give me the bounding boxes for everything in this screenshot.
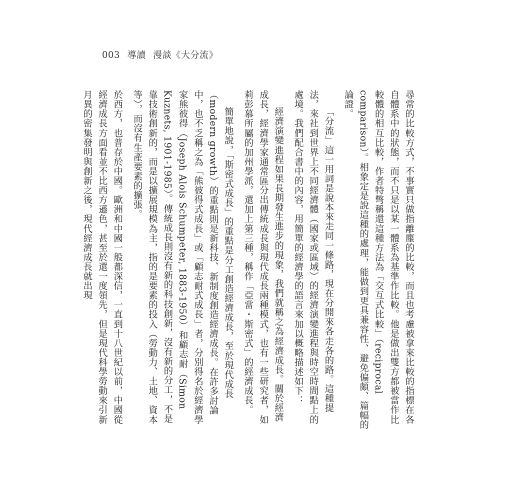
paragraph: 於西方，也普存於中國。歐洲和中國一般都深信，一直到十八世紀以前，中國從經濟成長方面看並不比西方遜色，甚至於還一度領先，但是現代科學勞動來引新月異的密集發明與創新之後，現代經濟成長就出現 bbox=[80, 90, 123, 425]
paragraph: 尋常的比較方式，不事實只做指離塵的比較，而且也考慮被拿來比較的指標在各自體系中的狀態，而不只是以某一體系為基準作比較。他是做出雙方都被當作比較體的相互比較，作者特彆稱還這種方法為「交互式比較」（reciprocal comparison）。相象定是說這種的處理，能做到更具兼容性、避免偏頗、篇幅的論證。 bbox=[342, 90, 414, 430]
paragraph: 「分流」這一用詞是說本來走同一條路，現在分開來各走各的路。這種提法，來社到世界上不同經濟體（國家或區域）的經濟演變進程與時空時間點上的處境。我們配合書中的內容，用簡單的經濟學的語言來加以概略描述如下： bbox=[292, 90, 334, 425]
running-header bbox=[102, 48, 222, 61]
book-page bbox=[80, 40, 420, 460]
section-label: 導讀 bbox=[127, 51, 146, 61]
paragraph: 簡單地說，「斯密式成長」的重點是分工創造經濟成長，至於現代成長（modern growth）的重點則是新科技、新制度創造經濟成長。在許多討論中，也不乏稱之為「熊彼得式成長」或「顧志耐式成長」者，分別得名於經濟學家熊彼得（Joseph Alois Schumpeter, 1883-1950）和顧志耐（Simon Kuznets, 1901-1985）。傳統成長則沒有新的科技創新，沒有新的分工，不是靠技術創新的，而是以擴展規模為主，指的是要素的投入（勞動力、土地、資本等），而沒有生產要素的擴張。 bbox=[131, 90, 234, 425]
paragraph: 經濟演變進程如果長期發生進步的現象，我們就稱之為經濟成長。關於經濟成長，經濟學家通常區分出傳統成長與現代成長兩種模式，也有一些研究者，如莉彭慕所屬的加州學派，還加上第三種，稱作「亞當・斯密式」的經濟成長。 bbox=[241, 90, 284, 425]
vertical-text-body bbox=[80, 90, 416, 430]
chapter-title: 漫談《大分流》 bbox=[153, 51, 219, 61]
page-number: 003 bbox=[102, 51, 121, 61]
